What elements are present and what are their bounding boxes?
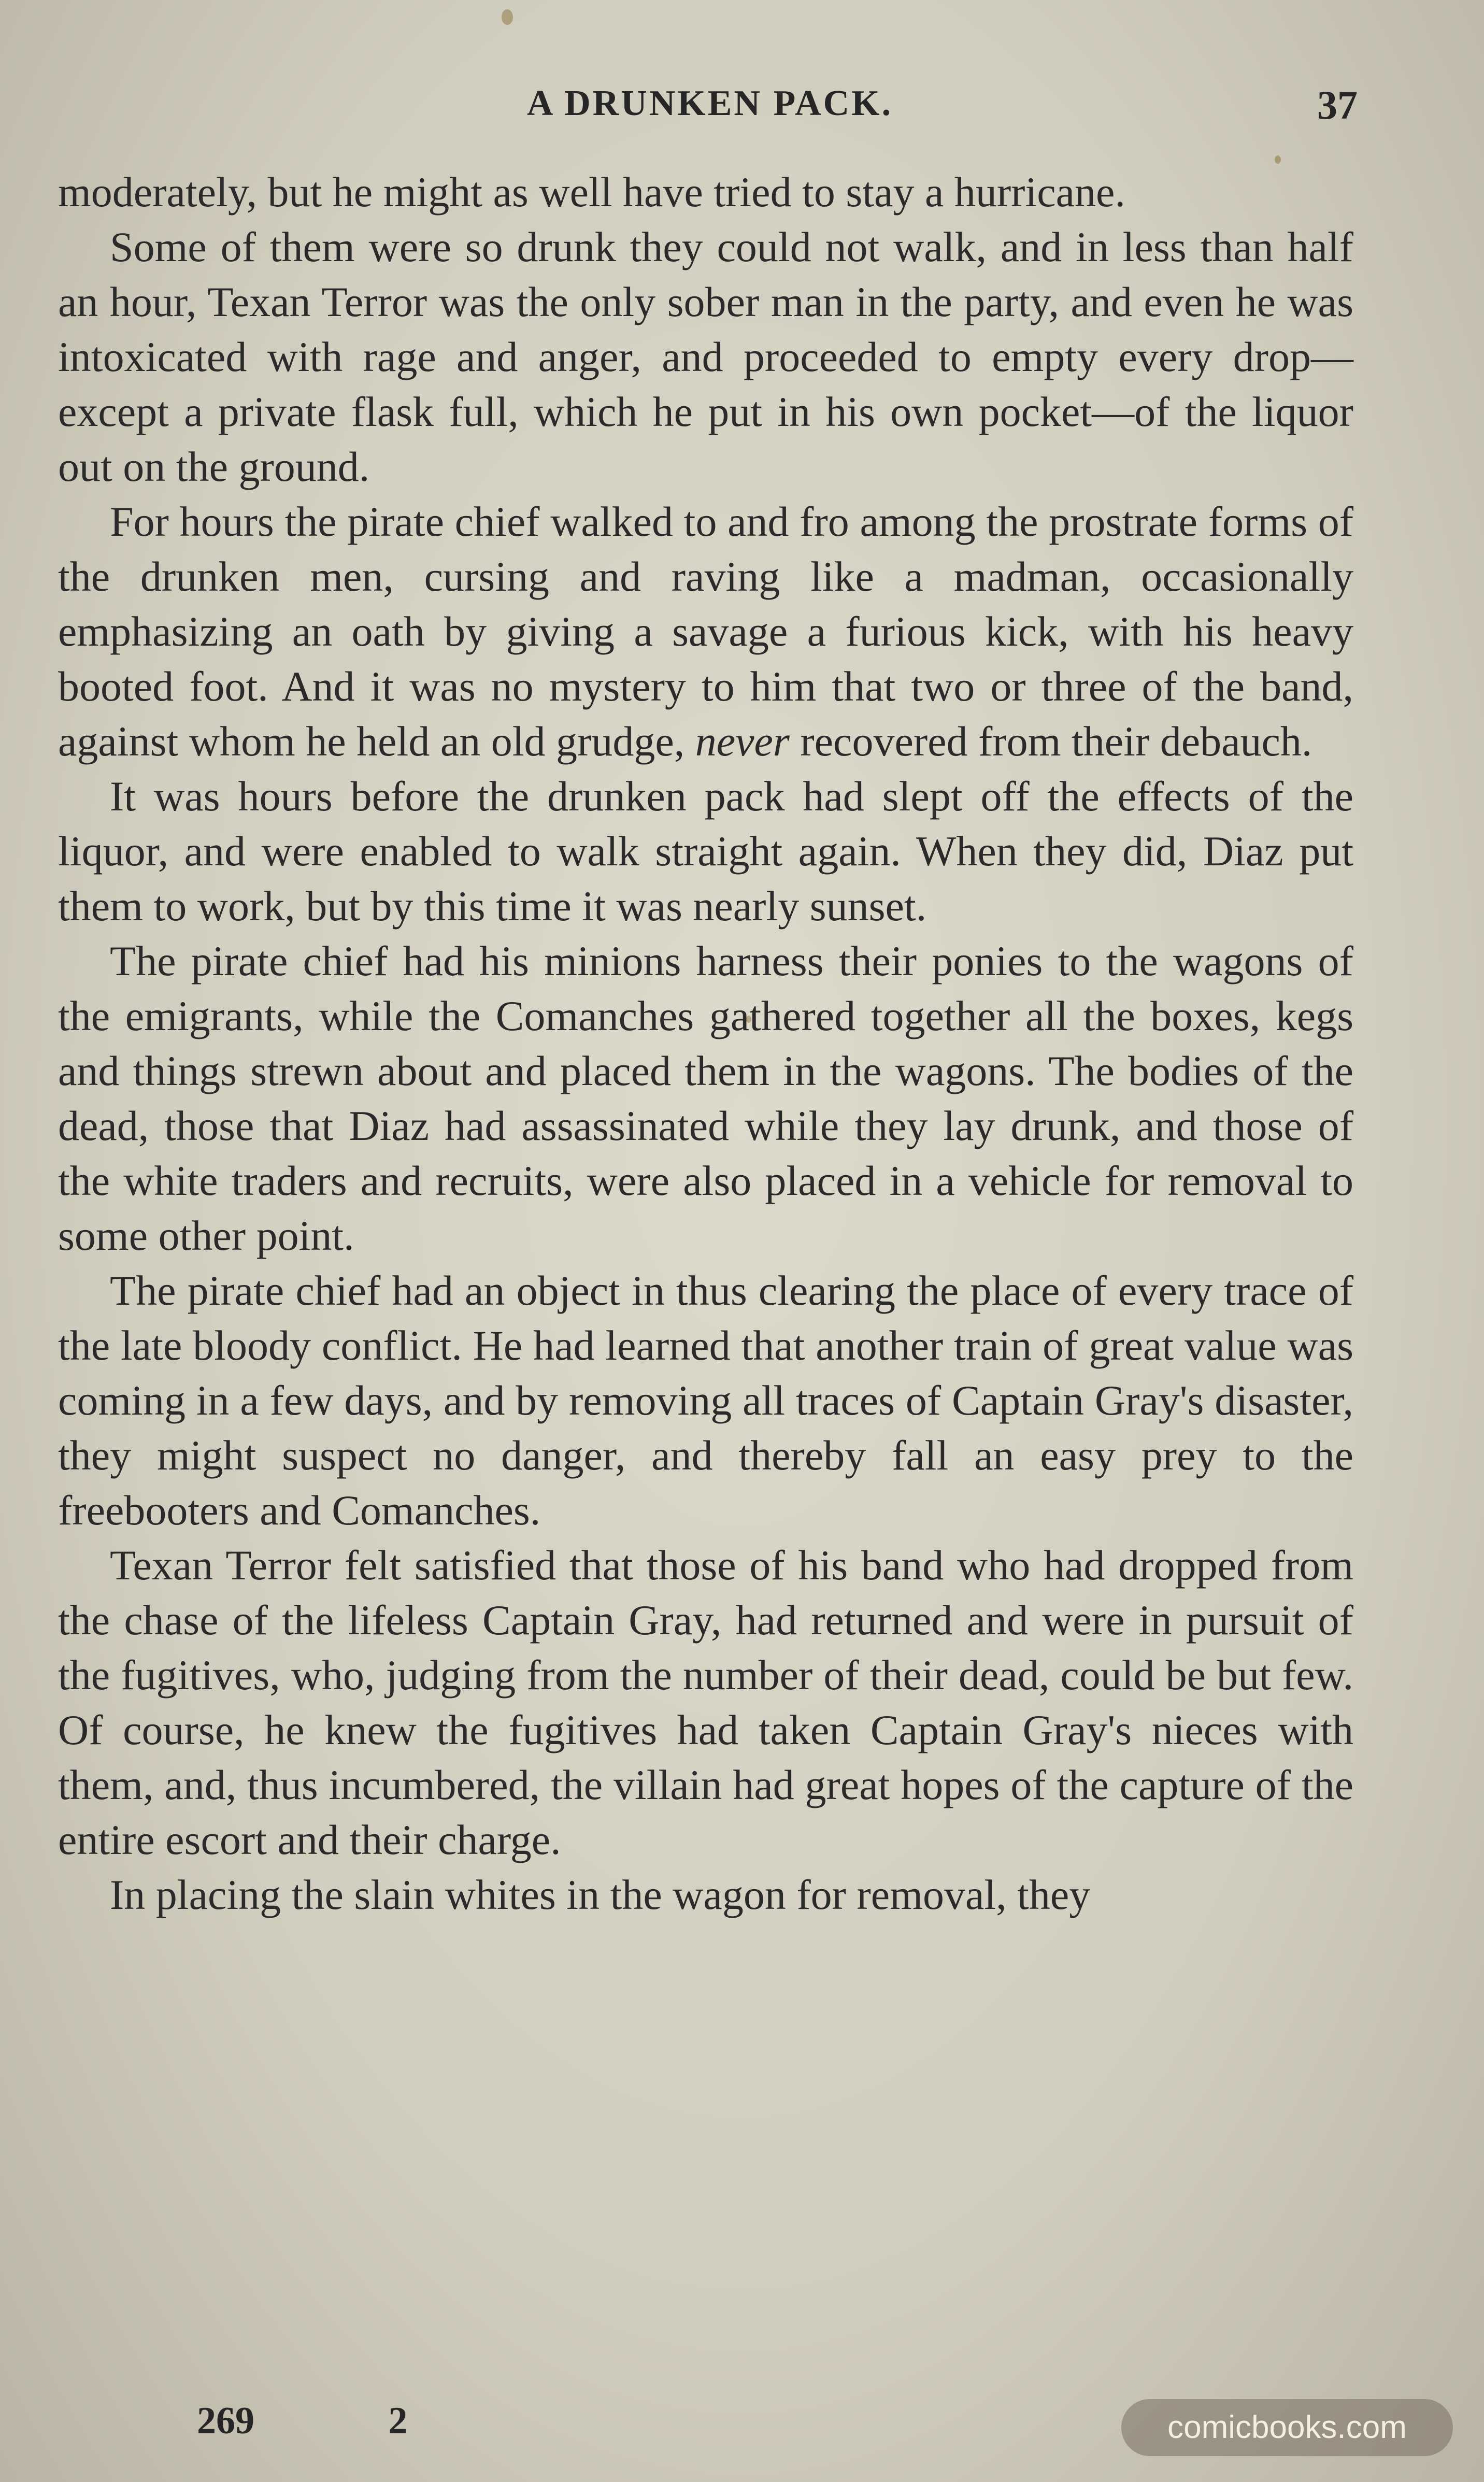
page-header	[62, 78, 1358, 140]
text-run: The pirate chief had his minions harness their ponies to the wagons of the emigrants, while the Comanches gathered together all the boxes, kegs and things strewn about and placed them in the wagons. The bodies of the dead, those that Diaz had assassinated while they lay drunk, and those of the white traders and recruits, were also placed in a vehicle for removal to some other point.	[58, 937, 1353, 1259]
text-run: moderately, but he might as well have tried to stay a hurricane.	[58, 168, 1125, 216]
paragraph	[58, 934, 1353, 1263]
paragraph	[58, 1538, 1353, 1867]
text-run: recovered from their debauch.	[789, 718, 1312, 765]
paragraph	[58, 165, 1353, 220]
paragraph	[58, 769, 1353, 934]
watermark-text: comicbooks.com	[1167, 2409, 1407, 2445]
running-title: A DRUNKEN PACK.	[526, 83, 893, 123]
sheet-mark: 2	[388, 2400, 408, 2442]
text-run: The pirate chief had an object in thus clearing the place of every trace of the late bloody conflict. He had learned that another train of great value was coming in a few days, and by removing all traces of Captain Gray's disaster, they might suspect no danger, and thereby fall an easy prey to the freebooters and Comanches.	[58, 1267, 1353, 1534]
text-run: It was hours before the drunken pack had slept off the effects of the liquor, and were enabled to walk straight again. When they did, Diaz put them to work, but by this time it was nearly sunset.	[58, 773, 1353, 930]
italic-text: never	[695, 718, 790, 765]
text-run: In placing the slain whites in the wagon for removal, they	[110, 1871, 1091, 1918]
paragraph	[58, 1263, 1353, 1538]
paragraph	[58, 1867, 1353, 1922]
signature-number: 269	[197, 2400, 254, 2442]
foxing-spot	[1275, 155, 1281, 164]
page-footer	[197, 2399, 408, 2443]
text-run: Texan Terror felt satisfied that those of his band who had dropped from the chase of the lifeless Captain Gray, had returned and were in pursuit of the fugitives, who, judging from the number of their dead, could be but few. Of course, he knew the fugitives had taken Captain Gray's nieces with them, and, thus incumbered, the villain had great hopes of the capture of the entire escort and their charge.	[58, 1542, 1353, 1863]
body-text	[58, 165, 1353, 1922]
paragraph	[58, 494, 1353, 769]
page-number: 37	[1317, 82, 1358, 127]
foxing-spot	[502, 9, 513, 25]
watermark-logo	[1121, 2399, 1453, 2456]
text-run: For hours the pirate chief walked to and fro among the prostrate forms of the drunken men, cursing and raving like a madman, occasionally emphasizing an oath by giving a savage a furious kick, with his heavy booted foot. And it was no mystery to him that two or three of the band, against whom he held an old grudge,	[58, 498, 1353, 765]
text-run: Some of them were so drunk they could not walk, and in less than half an hour, Texan Terror was the only sober man in the party, and even he was intoxicated with rage and anger, and proceeded to empty every drop—except a private flask full, which he put in his own pocket—of the liquor out on the ground.	[58, 223, 1353, 490]
paragraph	[58, 220, 1353, 494]
